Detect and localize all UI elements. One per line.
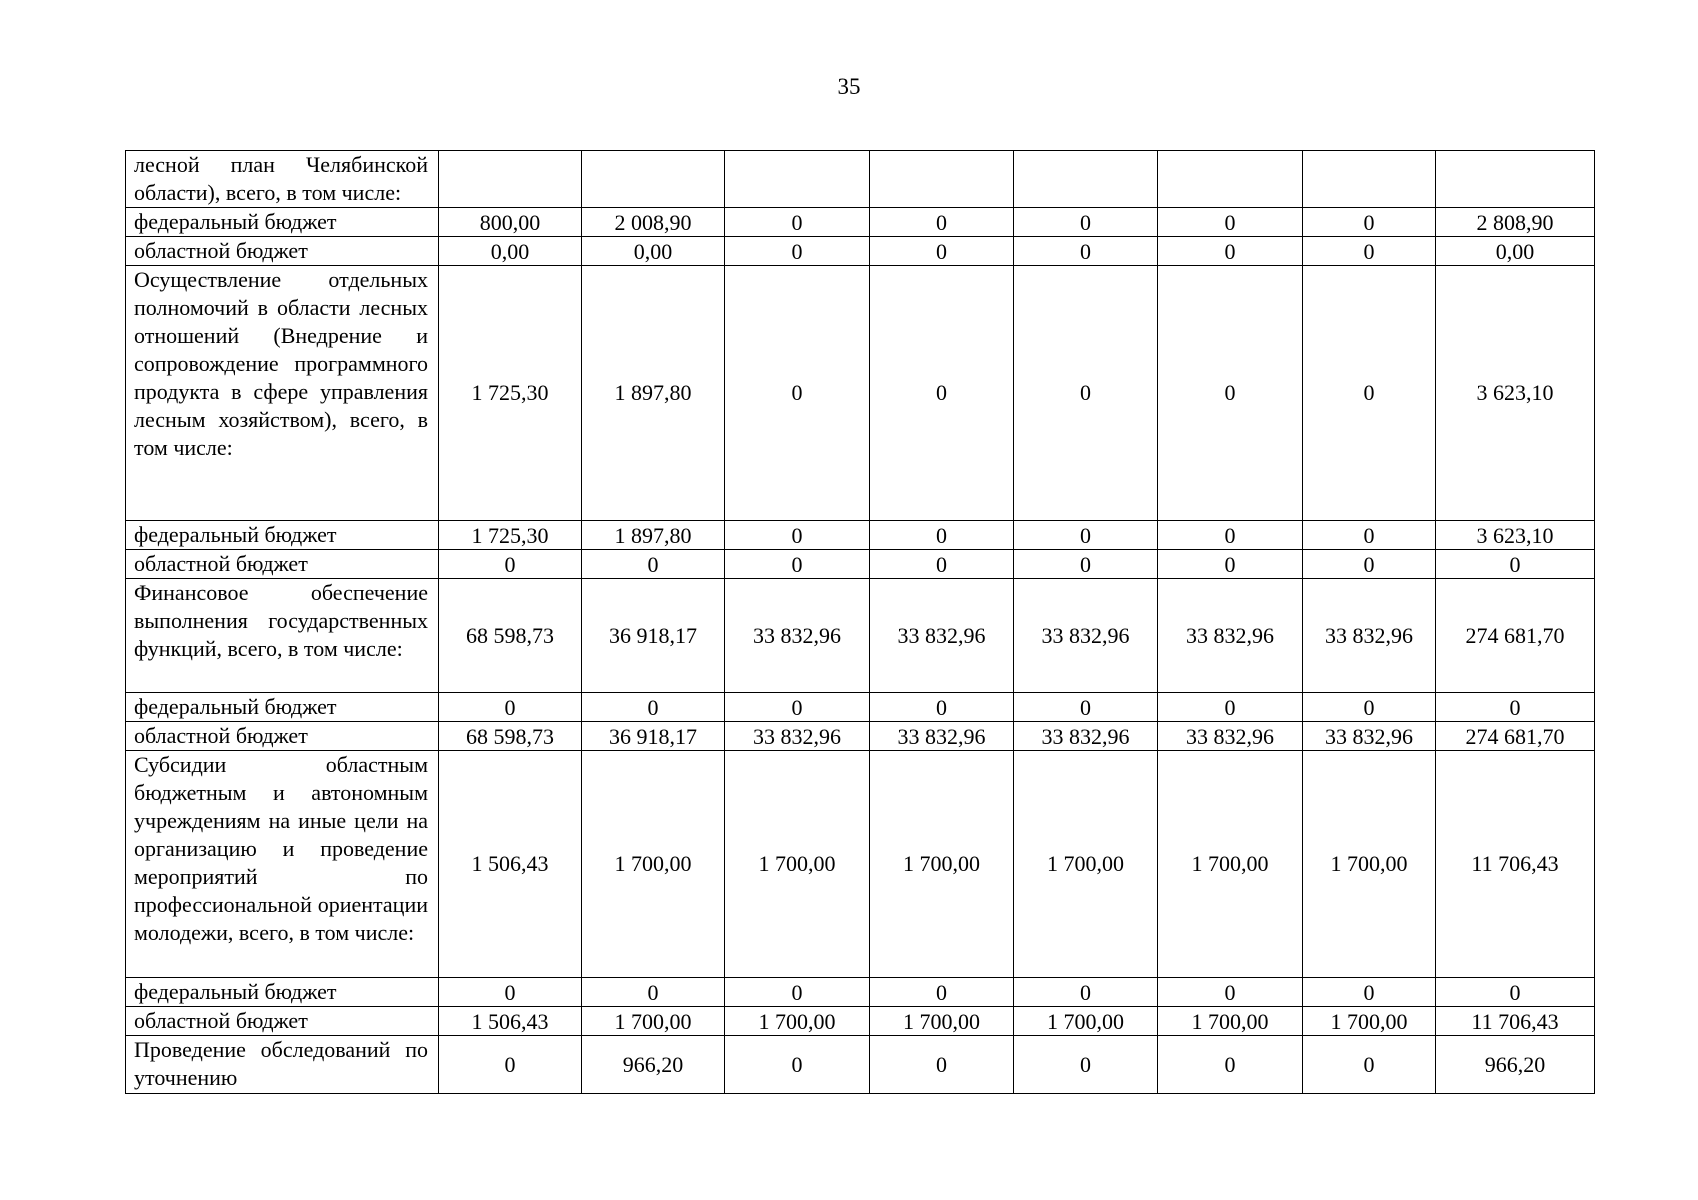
table-row: [126, 693, 1595, 722]
value-cell: 0: [870, 550, 1014, 579]
value-cell: [439, 151, 582, 208]
value-cell: 0: [1014, 521, 1158, 550]
value-cell: 2 008,90: [582, 208, 725, 237]
value-cell: 1 700,00: [582, 751, 725, 978]
value-cell: 0: [725, 266, 870, 521]
value-cell: 1 700,00: [870, 1007, 1014, 1036]
value-cell: 33 832,96: [1158, 722, 1303, 751]
budget-table: [125, 150, 1595, 1094]
value-cell: 0: [1158, 208, 1303, 237]
value-cell: [870, 151, 1014, 208]
value-cell: 36 918,17: [582, 722, 725, 751]
value-cell: 0: [1158, 550, 1303, 579]
table-row: [126, 751, 1595, 978]
value-cell: 1 700,00: [1303, 751, 1436, 978]
value-cell: 3 623,10: [1436, 266, 1595, 521]
table-row: [126, 550, 1595, 579]
value-cell: 0: [1303, 237, 1436, 266]
value-cell: 0: [1014, 693, 1158, 722]
value-cell: 33 832,96: [870, 722, 1014, 751]
value-cell: 1 725,30: [439, 521, 582, 550]
value-cell: 33 832,96: [725, 722, 870, 751]
value-cell: 3 623,10: [1436, 521, 1595, 550]
value-cell: 0: [1158, 266, 1303, 521]
value-cell: 33 832,96: [1303, 579, 1436, 693]
table-row: [126, 208, 1595, 237]
value-cell: 0,00: [1436, 237, 1595, 266]
value-cell: 0: [1303, 978, 1436, 1007]
table-row: [126, 1036, 1595, 1094]
value-cell: 33 832,96: [1014, 722, 1158, 751]
value-cell: 0: [439, 693, 582, 722]
row-label: Осуществление отдельных полномочий в области лесных отношений (Внедрение и сопровождение программного продукта в сфере управления лесным хозяйством), всего, в том числе:: [126, 266, 439, 521]
value-cell: 33 832,96: [1158, 579, 1303, 693]
value-cell: [582, 151, 725, 208]
value-cell: 0: [870, 693, 1014, 722]
value-cell: 274 681,70: [1436, 722, 1595, 751]
value-cell: 966,20: [582, 1036, 725, 1094]
row-label: областной бюджет: [126, 237, 439, 266]
value-cell: 0: [1014, 208, 1158, 237]
row-label: областной бюджет: [126, 1007, 439, 1036]
value-cell: 33 832,96: [725, 579, 870, 693]
value-cell: 1 897,80: [582, 266, 725, 521]
value-cell: 0: [1303, 208, 1436, 237]
value-cell: 0,00: [582, 237, 725, 266]
row-label: Финансовое обеспечение выполнения государственных функций, всего, в том числе:: [126, 579, 439, 693]
value-cell: 1 700,00: [1158, 751, 1303, 978]
table-row: [126, 978, 1595, 1007]
value-cell: 0: [870, 266, 1014, 521]
table-row: [126, 266, 1595, 521]
value-cell: 33 832,96: [1014, 579, 1158, 693]
value-cell: 0: [725, 1036, 870, 1094]
value-cell: 0: [870, 208, 1014, 237]
value-cell: [1014, 151, 1158, 208]
value-cell: 11 706,43: [1436, 751, 1595, 978]
value-cell: 0: [439, 1036, 582, 1094]
value-cell: 0: [582, 550, 725, 579]
value-cell: [725, 151, 870, 208]
value-cell: 1 700,00: [725, 1007, 870, 1036]
value-cell: 0: [1158, 693, 1303, 722]
value-cell: 0: [870, 978, 1014, 1007]
value-cell: 0: [1303, 550, 1436, 579]
value-cell: 800,00: [439, 208, 582, 237]
value-cell: 0: [870, 1036, 1014, 1094]
value-cell: 0: [1436, 550, 1595, 579]
value-cell: 1 700,00: [1158, 1007, 1303, 1036]
value-cell: 0: [1303, 693, 1436, 722]
value-cell: 0: [582, 693, 725, 722]
value-cell: 0: [725, 237, 870, 266]
value-cell: 966,20: [1436, 1036, 1595, 1094]
value-cell: 1 700,00: [870, 751, 1014, 978]
value-cell: 68 598,73: [439, 722, 582, 751]
value-cell: 0: [870, 521, 1014, 550]
value-cell: 0: [725, 978, 870, 1007]
page-number: 35: [837, 74, 861, 99]
value-cell: 1 700,00: [1014, 1007, 1158, 1036]
value-cell: [1303, 151, 1436, 208]
value-cell: 0: [725, 550, 870, 579]
table-row: [126, 1007, 1595, 1036]
value-cell: 33 832,96: [870, 579, 1014, 693]
value-cell: 68 598,73: [439, 579, 582, 693]
value-cell: 1 506,43: [439, 751, 582, 978]
value-cell: 0,00: [439, 237, 582, 266]
value-cell: 1 897,80: [582, 521, 725, 550]
table-row: [126, 237, 1595, 266]
value-cell: 1 700,00: [582, 1007, 725, 1036]
value-cell: 0: [1303, 1036, 1436, 1094]
value-cell: 1 506,43: [439, 1007, 582, 1036]
value-cell: 0: [870, 237, 1014, 266]
value-cell: 274 681,70: [1436, 579, 1595, 693]
table-row: [126, 722, 1595, 751]
value-cell: 0: [1014, 237, 1158, 266]
value-cell: [1436, 151, 1595, 208]
table-row: [126, 521, 1595, 550]
value-cell: 0: [1014, 550, 1158, 579]
value-cell: 36 918,17: [582, 579, 725, 693]
row-label: Субсидии областным бюджетным и автономным учреждениям на иные цели на организацию и проведение мероприятий по профессиональной ориентации молодежи, всего, в том числе:: [126, 751, 439, 978]
row-label: федеральный бюджет: [126, 208, 439, 237]
value-cell: [1158, 151, 1303, 208]
value-cell: 0: [1436, 978, 1595, 1007]
value-cell: 0: [1158, 237, 1303, 266]
value-cell: 0: [439, 978, 582, 1007]
row-label: лесной план Челябинской области), всего, в том числе:: [126, 151, 439, 208]
row-label: федеральный бюджет: [126, 521, 439, 550]
value-cell: 0: [1436, 693, 1595, 722]
value-cell: 1 700,00: [725, 751, 870, 978]
value-cell: 1 700,00: [1014, 751, 1158, 978]
value-cell: 0: [1303, 266, 1436, 521]
value-cell: 0: [1014, 1036, 1158, 1094]
value-cell: 0: [1158, 978, 1303, 1007]
value-cell: 0: [582, 978, 725, 1007]
value-cell: 0: [1158, 521, 1303, 550]
row-label: областной бюджет: [126, 722, 439, 751]
row-label: областной бюджет: [126, 550, 439, 579]
value-cell: 1 725,30: [439, 266, 582, 521]
value-cell: 33 832,96: [1303, 722, 1436, 751]
table-row: [126, 151, 1595, 208]
value-cell: 0: [1158, 1036, 1303, 1094]
value-cell: 0: [725, 208, 870, 237]
value-cell: 11 706,43: [1436, 1007, 1595, 1036]
value-cell: 0: [1014, 266, 1158, 521]
row-label: Проведение обследований по уточнению: [126, 1036, 439, 1094]
value-cell: 0: [725, 693, 870, 722]
value-cell: 1 700,00: [1303, 1007, 1436, 1036]
value-cell: 0: [439, 550, 582, 579]
row-label: федеральный бюджет: [126, 978, 439, 1007]
value-cell: 0: [1014, 978, 1158, 1007]
value-cell: 0: [725, 521, 870, 550]
value-cell: 2 808,90: [1436, 208, 1595, 237]
value-cell: 0: [1303, 521, 1436, 550]
table-row: [126, 579, 1595, 693]
row-label: федеральный бюджет: [126, 693, 439, 722]
